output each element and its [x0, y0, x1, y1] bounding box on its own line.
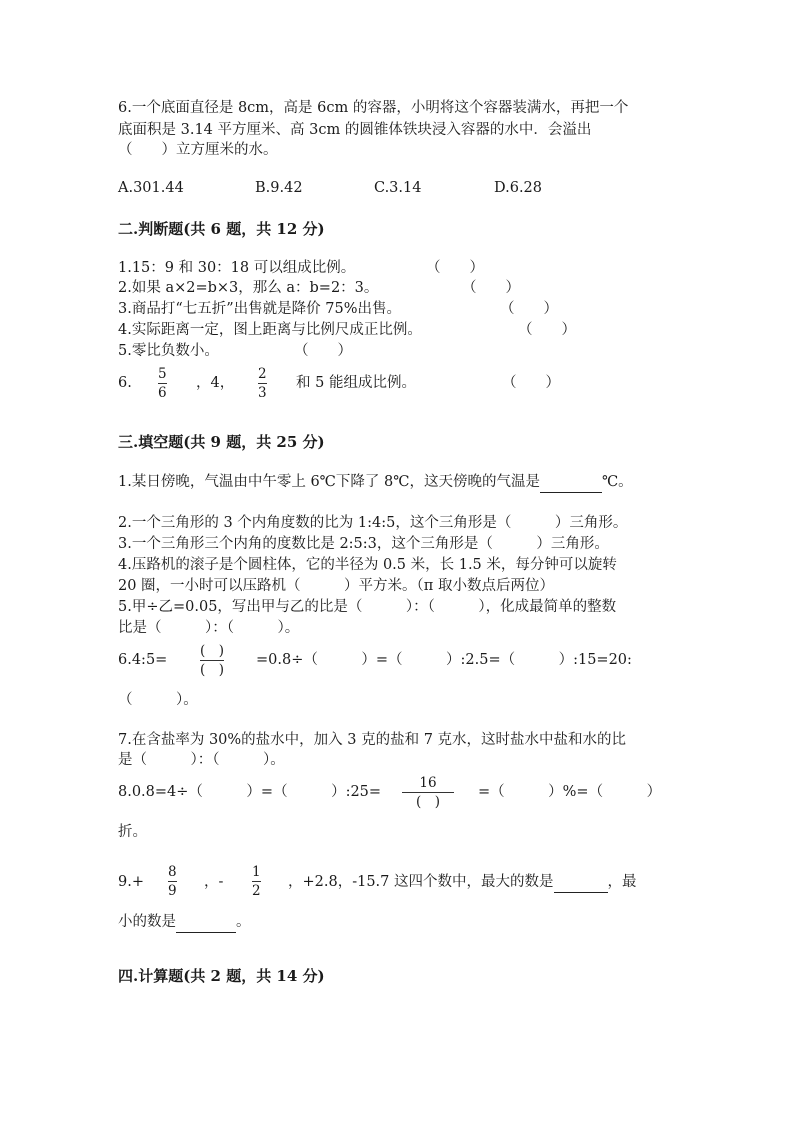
fraction-numerator: 8 [168, 864, 177, 880]
answer-blank [176, 912, 236, 933]
fraction-denominator: 3 [258, 385, 267, 401]
fraction-denominator: 9 [168, 883, 177, 899]
fraction-bar [402, 792, 454, 793]
s2-item-6-answer: （ ） [502, 375, 560, 391]
s2-item-6-number: 6. [118, 375, 132, 391]
section4-heading: 四.计算题(共 2 题，共 14 分) [118, 967, 325, 985]
s3-q1-text: 1.某日傍晚，气温由中午零上 6℃下降了 8℃，这天傍晚的气温是 [118, 474, 540, 490]
answer-blank [540, 472, 602, 493]
s3-q7-line1: 7.在含盐率为 30%的盐水中，加入 3 克的盐和 7 克水，这时盐水中盐和水的比 [118, 732, 627, 748]
s3-q9-min-label: 小的数是 [118, 914, 176, 930]
fraction-numerator: 1 [252, 864, 261, 880]
fraction-denominator: ( ) [200, 662, 225, 678]
s2-item-1: 1.15：9 和 30：18 可以组成比例。 [118, 260, 356, 276]
section2-heading: 二.判断题(共 6 题，共 12 分) [118, 220, 325, 238]
s2-item-2: 2.如果 a×2=b×3，那么 a：b=2：3。 [118, 280, 379, 296]
s3-q6-rest: =0.8÷（ ）=（ ）:2.5=（ ）:15=20: [256, 652, 632, 668]
s3-q1 [118, 472, 633, 493]
s3-q4-line2: 20 圈，一小时可以压路机（ ）平方米。（π 取小数点后两位） [118, 578, 554, 594]
s3-q9-text-end: ，最 [607, 874, 637, 890]
s3-q3: 3.一个三角形三个内角的度数比是 2:5:3，这个三角形是（ ）三角形。 [118, 536, 609, 552]
s2-item-6-mid: ，4， [196, 375, 235, 391]
s2-item-3: 3.商品打“七五折”出售就是降价 75%出售。 [118, 301, 401, 317]
s3-q9-fraction-1 [168, 864, 177, 899]
q6-option-b: B.9.42 [255, 180, 303, 196]
s3-q5-line1: 5.甲÷乙=0.05，写出甲与乙的比是（ ）：（ ），化成最简单的整数 [118, 599, 617, 615]
fraction-denominator: 2 [252, 883, 261, 899]
s3-q8-rest: =（ ）%=（ ） [478, 784, 662, 800]
fraction-denominator: ( ) [415, 794, 441, 810]
s3-q9-min-end: 。 [236, 914, 251, 930]
fraction-numerator: ( ) [200, 643, 225, 659]
q6-line1: 6.一个底面直径是 8cm，高是 6cm 的容器，小明将这个容器装满水，再把一个 [118, 100, 629, 116]
s2-item-6-fraction-2 [258, 366, 267, 401]
s3-q5-line2: 比是（ ）：（ ）。 [118, 620, 300, 636]
s2-item-5-answer: （ ） [294, 343, 352, 359]
s3-q8-fraction [402, 775, 454, 810]
s2-item-5: 5.零比负数小。 [118, 343, 219, 359]
section3-heading: 三.填空题(共 9 题，共 25 分) [118, 433, 325, 451]
q6-option-a: A.301.44 [118, 180, 184, 196]
s2-item-4-answer: （ ） [518, 322, 576, 338]
s3-q6-end: （ ）。 [118, 692, 198, 708]
s3-q9-rest [288, 872, 637, 893]
s3-q7-line2: 是（ ）：（ ）。 [118, 752, 285, 768]
s3-q9-text: ，+2.8，-15.7 这四个数中，最大的数是 [288, 874, 554, 890]
s3-q9-line2 [118, 912, 251, 933]
s3-q8-end: 折。 [118, 824, 147, 840]
s3-q9-fraction-2 [252, 864, 261, 899]
s2-item-6-tail: 和 5 能组成比例。 [296, 375, 416, 391]
fraction-denominator: 6 [158, 385, 167, 401]
fraction-numerator: 16 [419, 775, 437, 791]
fraction-bar [168, 881, 177, 882]
s2-item-2-answer: （ ） [462, 280, 520, 296]
fraction-bar [200, 660, 224, 661]
fraction-bar [158, 383, 167, 384]
q6-line3: （ ）立方厘米的水。 [118, 142, 278, 158]
fraction-bar [258, 383, 267, 384]
s2-item-3-answer: （ ） [500, 301, 558, 317]
s3-q9-mid: ，- [204, 874, 224, 890]
fraction-bar [252, 881, 261, 882]
s3-q6-start: 6.4:5= [118, 652, 168, 668]
s2-item-1-answer: （ ） [426, 260, 484, 276]
s2-item-4: 4.实际距离一定，图上距离与比例尺成正比例。 [118, 322, 422, 338]
s3-q9-start: 9.+ [118, 874, 144, 890]
s3-q1-unit: ℃。 [601, 474, 633, 490]
fraction-numerator: 2 [258, 366, 267, 382]
q6-line2: 底面积是 3.14 平方厘米、高 3cm 的圆锥体铁块浸入容器的水中．会溢出 [118, 122, 592, 138]
s3-q2: 2.一个三角形的 3 个内角度数的比为 1:4:5，这个三角形是（ ）三角形。 [118, 515, 628, 531]
q6-option-c: C.3.14 [374, 180, 422, 196]
s3-q6-fraction [200, 643, 224, 678]
s3-q8-start: 8.0.8=4÷（ ）=（ ）:25= [118, 784, 382, 800]
answer-blank [554, 872, 608, 893]
fraction-numerator: 5 [158, 366, 167, 382]
s3-q4-line1: 4.压路机的滚子是个圆柱体，它的半径为 0.5 米，长 1.5 米，每分钟可以旋转 [118, 557, 617, 573]
q6-option-d: D.6.28 [494, 180, 543, 196]
s2-item-6-fraction-1 [158, 366, 167, 401]
